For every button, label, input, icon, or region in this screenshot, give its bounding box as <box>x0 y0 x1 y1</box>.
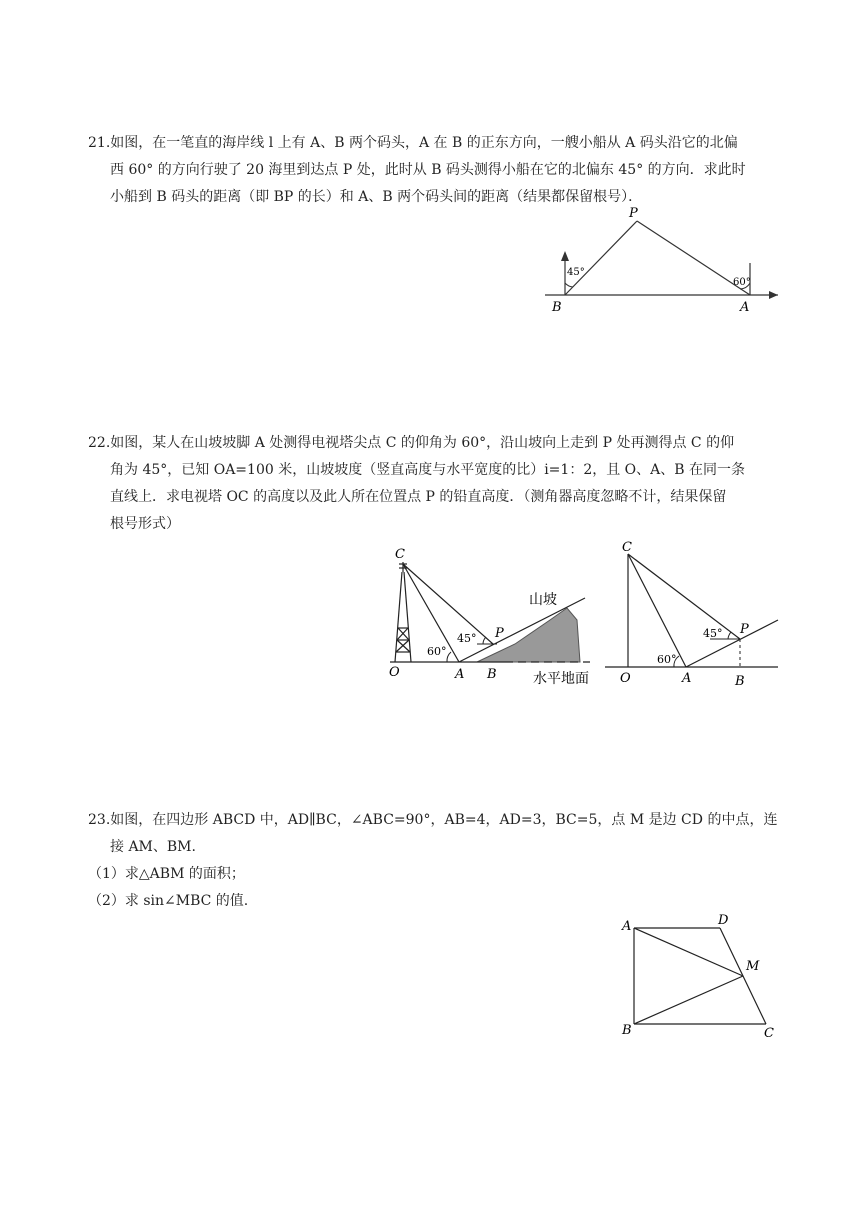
point-label-p: P <box>629 206 638 221</box>
point-label-b: B <box>735 674 745 689</box>
point-label-d: D <box>718 913 729 928</box>
angle-arc-45 <box>728 632 731 639</box>
point-label-c: C <box>395 547 405 562</box>
segment-cp <box>628 554 740 639</box>
point-label-m: M <box>746 959 760 974</box>
segment-ca <box>628 554 686 667</box>
point-label-p: P <box>495 626 504 641</box>
point-label-c: C <box>622 540 632 555</box>
problem-23-line-2: 接 AM、BM. <box>110 839 196 855</box>
north-arrow-icon <box>561 251 569 261</box>
angle-label-60: 60° <box>657 653 677 666</box>
angle-arc-45 <box>483 637 486 644</box>
point-label-a: A <box>682 671 692 686</box>
point-label-a: A <box>622 919 632 934</box>
angle-label-a: 60° <box>733 277 751 288</box>
angle-label-45: 45° <box>457 632 477 645</box>
problem-23 <box>88 807 778 915</box>
point-label-a: A <box>455 667 465 682</box>
slope-line <box>686 620 778 667</box>
figure-21 <box>540 205 785 320</box>
problem-23-line-1: 23.如图，在四边形 ABCD 中，AD∥BC，∠ABC=90°，AB=4，AD=3，BC=5，点 M 是边 CD 的中点，连 <box>88 812 778 828</box>
point-label-a: A <box>740 300 750 315</box>
angle-label-45: 45° <box>703 627 723 640</box>
sight-line-p <box>403 564 493 644</box>
point-label-b: B <box>487 667 497 682</box>
tv-tower-icon <box>395 562 411 662</box>
problem-22-line-4: 根号形式） <box>110 516 180 532</box>
problem-22-line-3: 直线上．求电视塔 OC 的高度以及此人所在位置点 P 的铅直高度．（测角器高度忽略不计，结果保留 <box>110 489 727 505</box>
point-label-o: O <box>620 671 631 686</box>
ground-label: 水平地面 <box>533 671 589 687</box>
figure-22-right <box>600 540 780 690</box>
problem-21-line-2: 西 60° 的方向行驶了 20 海里到达点 P 处，此时从 B 码头测得小船在它的北偏东 45° 的方向．求此时 <box>110 162 746 178</box>
problem-23-sub-1: （1）求△ABM 的面积； <box>88 866 245 882</box>
point-label-p: P <box>740 622 749 637</box>
segment-bm <box>634 976 743 1024</box>
problem-23-sub-2: （2）求 sin∠MBC 的值. <box>88 893 249 909</box>
angle-arc-b <box>565 283 573 287</box>
angle-label-60: 60° <box>427 645 447 658</box>
segment-bp <box>565 221 637 295</box>
angle-arc-60 <box>447 652 451 662</box>
point-label-b: B <box>622 1023 632 1038</box>
point-label-b: B <box>552 300 562 315</box>
problem-22-line-1: 22.如图，某人在山坡坡脚 A 处测得电视塔尖点 C 的仰角为 60°，沿山坡向上走到 P 处再测得点 C 的仰 <box>88 435 735 451</box>
problem-22-line-2: 角为 45°，已知 OA=100 米，山坡坡度（竖直高度与水平宽度的比）i=1：2，且 O、A、B 在同一条 <box>110 462 746 478</box>
slope-label: 山坡 <box>529 592 557 608</box>
problem-21-line-3: 小船到 B 码头的距离（即 BP 的长）和 A、B 两个码头间的距离（结果都保留根号）． <box>110 189 643 205</box>
coastline-arrow-icon <box>769 291 778 299</box>
problem-22 <box>88 430 778 538</box>
angle-label-b: 45° <box>567 267 585 278</box>
point-label-c: C <box>764 1026 774 1040</box>
segment-am <box>634 928 743 976</box>
point-label-o: O <box>389 665 400 680</box>
problem-21-line-1: 21.如图，在一笔直的海岸线 l 上有 A、B 两个码头，A 在 B 的正东方向，一艘小船从 A 码头沿它的北偏 <box>88 135 738 151</box>
figure-22-left <box>385 540 595 690</box>
hill-shape <box>477 608 580 662</box>
figure-23 <box>620 910 780 1040</box>
problem-21 <box>88 130 778 211</box>
